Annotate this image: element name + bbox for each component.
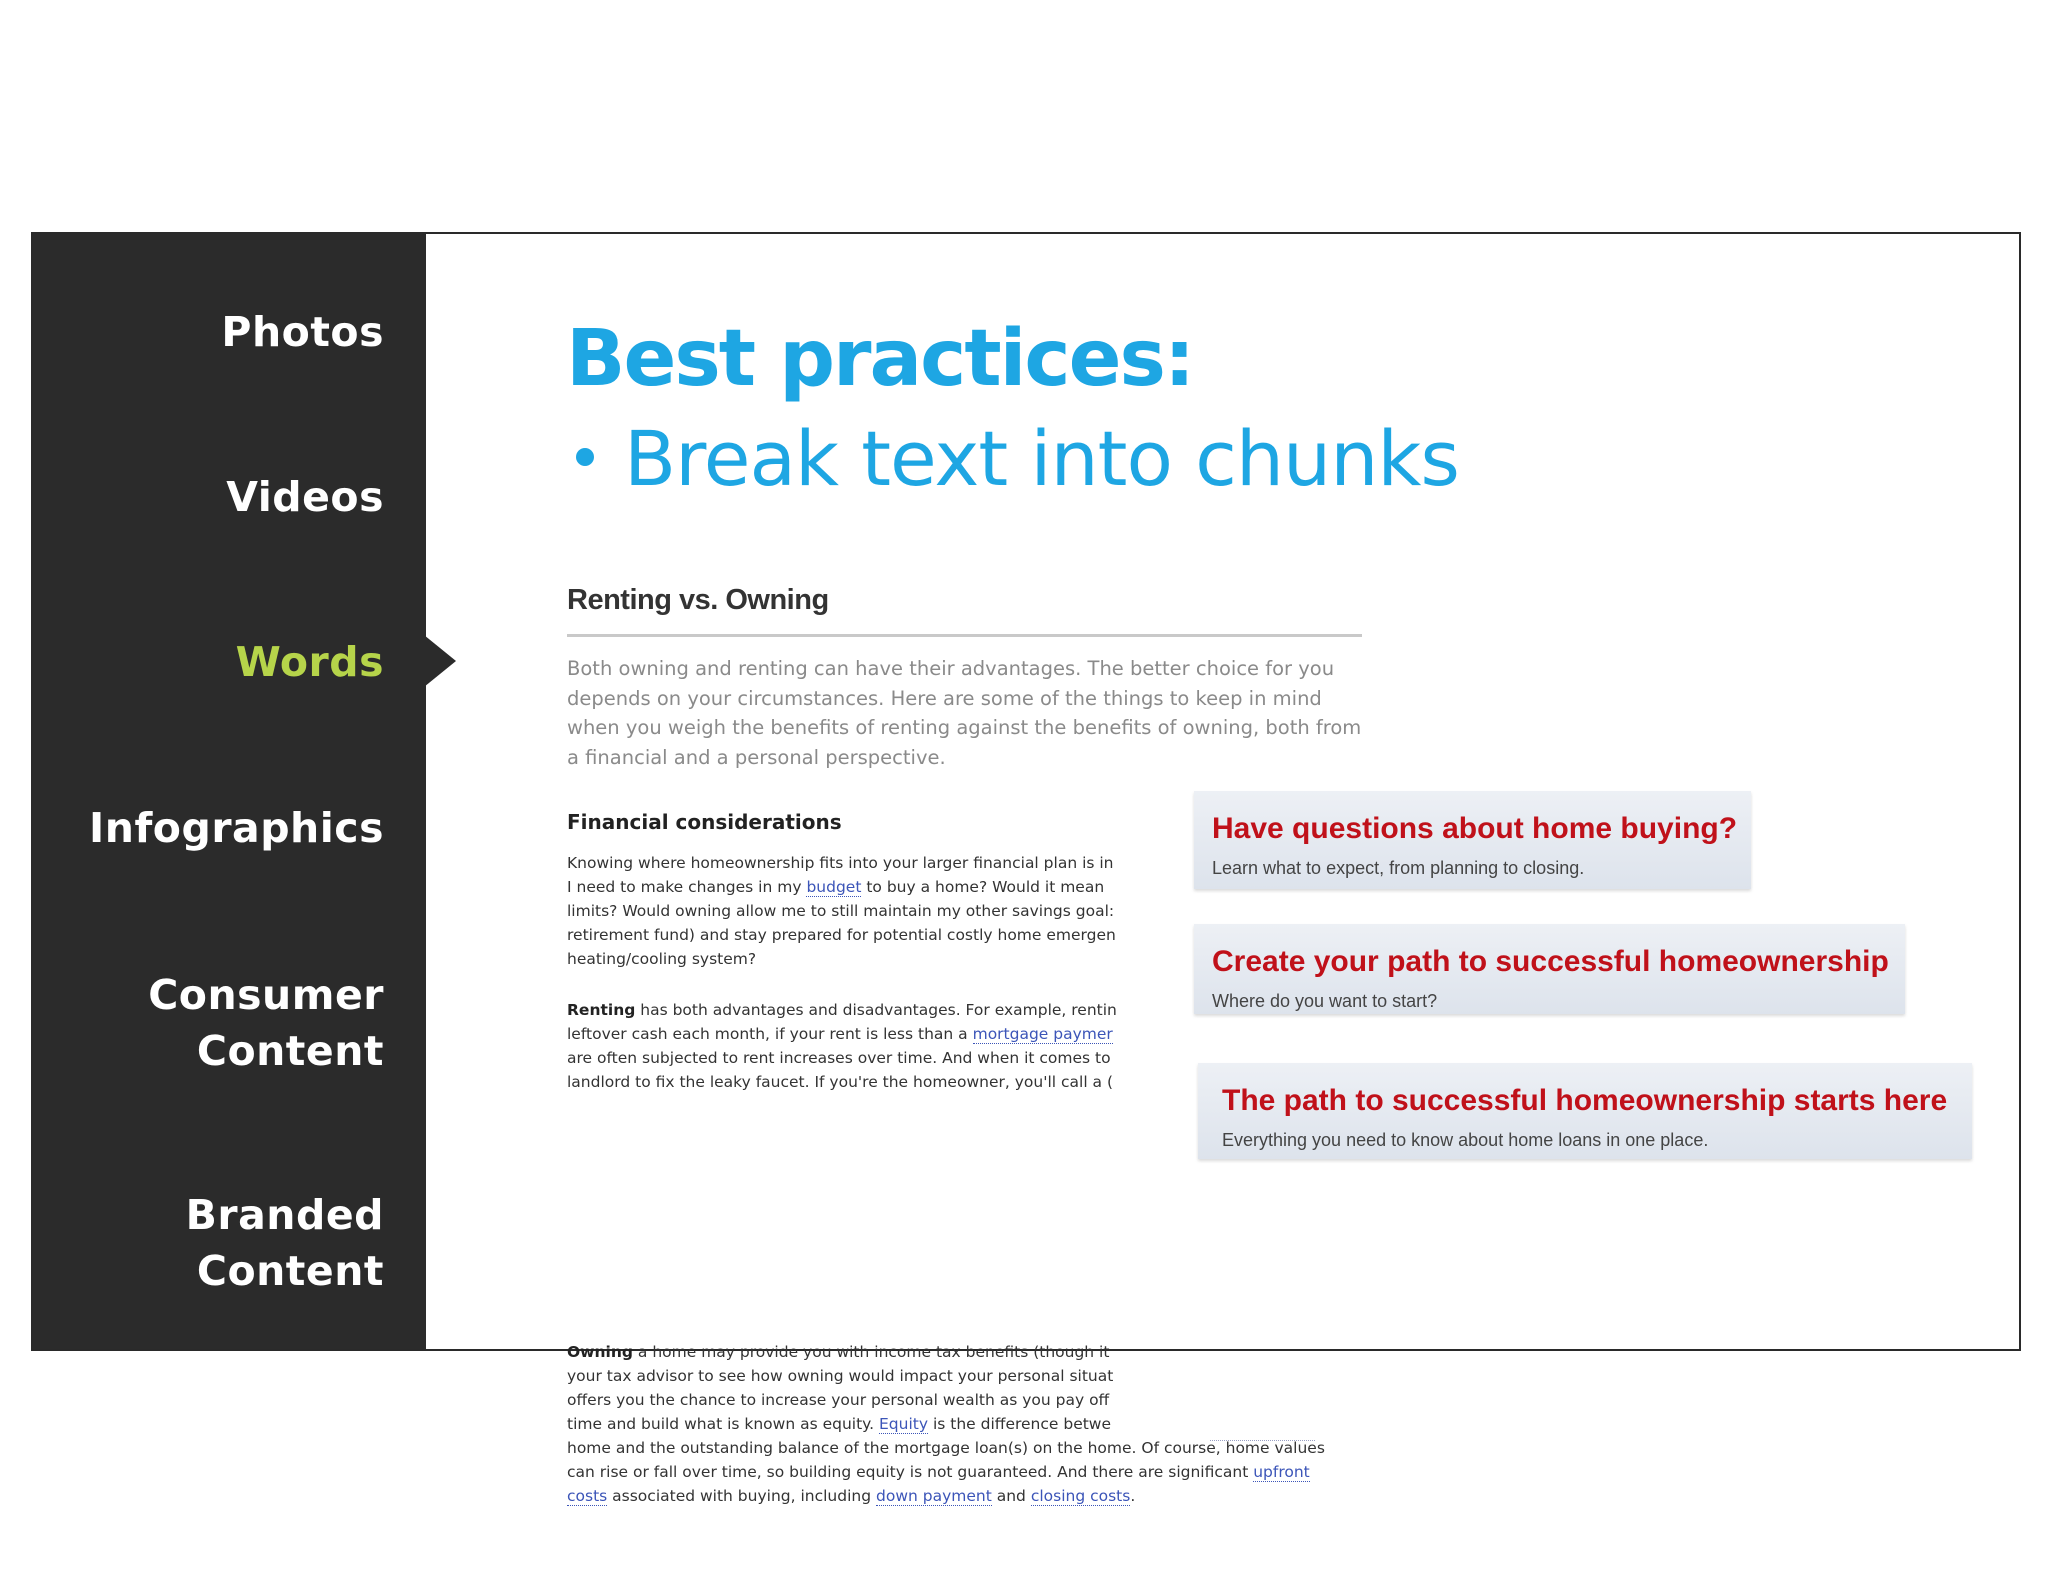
para-line: I need to make changes in my budget to buy a home? Would it mean: [567, 878, 1105, 896]
nav-item-label: Consumer: [148, 971, 384, 1019]
cta-subtitle: Where do you want to start?: [1212, 991, 1438, 1011]
nav-item-label: Content: [196, 1247, 384, 1295]
para-line: costs associated with buying, including down payment and closing costs.: [567, 1487, 1136, 1505]
cta-subtitle: Everything you need to know about home loans in one place.: [1222, 1130, 1709, 1150]
nav-item-label: Content: [196, 1027, 384, 1075]
article-title: Renting vs. Owning: [567, 584, 829, 616]
para-line: landlord to fix the leaky faucet. If you're the homeowner, you'll call a (: [567, 1073, 1114, 1091]
article-intro: [567, 654, 1372, 772]
intro-line: a financial and a personal perspective.: [567, 745, 946, 769]
article-divider: [567, 634, 1362, 637]
paragraph-owning-continued: [567, 1436, 1367, 1508]
nav-item-photos[interactable]: [221, 304, 384, 360]
slide-title: Best practices:: [566, 314, 1194, 404]
nav-item-label: Photos: [221, 308, 384, 356]
nav-item-label: Branded: [185, 1191, 384, 1239]
para-line: are often subjected to rent increases over time. And when it comes to: [567, 1049, 1111, 1067]
nav-item-label: Words: [235, 638, 384, 686]
cta-title: Have questions about home buying?: [1212, 812, 1738, 845]
intro-line: Both owning and renting can have their advantages. The better choice for you: [567, 657, 1335, 680]
financial-heading: Financial considerations: [567, 810, 842, 834]
nav-item-consumer-content[interactable]: [148, 967, 384, 1079]
cta-home-buying-questions[interactable]: [1194, 791, 1751, 889]
para-line: retirement fund) and stay prepared for potential costly home emergen: [567, 926, 1116, 944]
upfront-costs-link[interactable]: upfront: [1253, 1463, 1310, 1481]
nav-item-videos[interactable]: [226, 469, 384, 525]
intro-line: when you weigh the benefits of renting against the benefits of owning, both from: [567, 716, 1362, 739]
slide-bullet-text: Break text into chunks: [624, 414, 1460, 503]
para-line: offers you the chance to increase your personal wealth as you pay off: [567, 1391, 1110, 1409]
nav-item-infographics[interactable]: [89, 800, 384, 856]
para-line: limits? Would owning allow me to still maintain my other savings goal:: [567, 902, 1115, 920]
cta-create-path[interactable]: [1194, 924, 1905, 1014]
cta-title: The path to successful homeownership starts here: [1222, 1084, 1948, 1117]
para-line: heating/cooling system?: [567, 950, 757, 968]
slide: [31, 232, 2021, 1505]
cta-path-starts-here[interactable]: [1198, 1063, 1972, 1159]
upfront-costs-link[interactable]: costs: [567, 1487, 608, 1505]
closing-costs-link[interactable]: closing costs: [1030, 1487, 1131, 1505]
paragraph-financial: [567, 851, 1127, 971]
para-line: Owning a home may provide you with income tax benefits (though it: [567, 1343, 1110, 1361]
para-line: home and the outstanding balance of the mortgage loan(s) on the home. Of course, home values: [567, 1439, 1325, 1457]
para-line: Renting has both advantages and disadvantages. For example, rentin: [567, 1001, 1117, 1019]
para-line: time and build what is known as equity. Equity is the difference betwe: [567, 1415, 1112, 1433]
cta-subtitle: Learn what to expect, from planning to closing.: [1212, 858, 1585, 878]
nav-item-label: Videos: [226, 473, 384, 521]
nav-item-label: Infographics: [89, 804, 384, 852]
mortgage-payment-link[interactable]: mortgage paymer: [972, 1025, 1113, 1043]
nav-item-branded-content[interactable]: [186, 1187, 384, 1299]
para-line: your tax advisor to see how owning would impact your personal situat: [567, 1367, 1114, 1385]
slide-bullet: [566, 414, 1459, 504]
down-payment-link[interactable]: down payment: [876, 1487, 992, 1505]
sidebar: [33, 234, 426, 1349]
intro-line: depends on your circumstances. Here are some of the things to keep in mind: [567, 686, 1322, 710]
nav-item-words[interactable]: [236, 634, 384, 690]
para-line: Knowing where homeownership fits into your larger financial plan is in: [567, 854, 1114, 872]
paragraph-owning: [567, 1340, 1127, 1436]
budget-link[interactable]: budget: [806, 878, 862, 896]
bullet-dot-icon: [576, 448, 594, 466]
paragraph-renting: [567, 998, 1127, 1094]
equity-link[interactable]: Equity: [879, 1415, 929, 1433]
para-line: leftover cash each month, if your rent is less than a mortgage paymer: [567, 1025, 1113, 1043]
cta-title: Create your path to successful homeownership: [1212, 945, 1889, 978]
para-line: can rise or fall over time, so building equity is not guaranteed. And there are significant upfront: [567, 1463, 1310, 1481]
active-pointer-icon: [424, 635, 456, 687]
